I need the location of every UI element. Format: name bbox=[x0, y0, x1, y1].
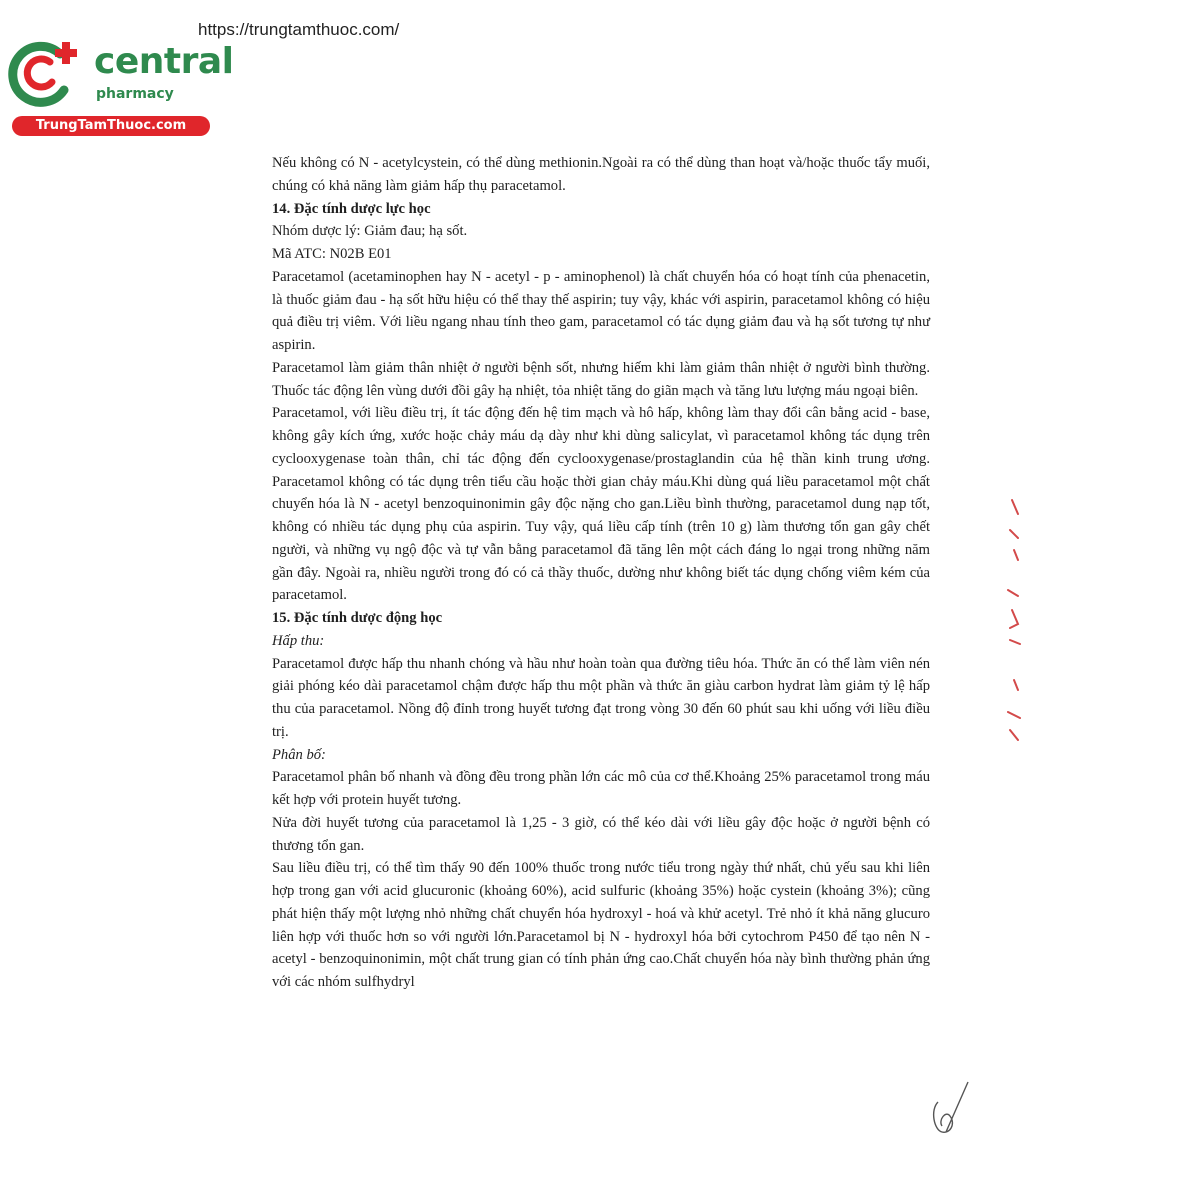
section-heading: 15. Đặc tính dược động học bbox=[272, 610, 443, 626]
paragraph: Paracetamol (acetaminophen hay N - acetyl - p - aminophenol) là chất chuyển hóa có hoạt tính của phenacetin, là thuốc giảm đau - hạ sốt hữu hiệu có thể thay thế aspirin; tuy vậy, khác với aspirin, paracetamol không có hiệu quả điều trị viêm. Với liều ngang nhau tính theo gam, paracetamol có tác dụng giảm đau và hạ sốt tương tự như aspirin. bbox=[272, 268, 930, 353]
logo-mark-icon bbox=[8, 36, 92, 116]
logo-banner: TrungTamThuoc.com bbox=[12, 116, 210, 136]
paragraph: Paracetamol được hấp thu nhanh chóng và hầu như hoàn toàn qua đường tiêu hóa. Thức ăn có thể làm viên nén giải phóng kéo dài paracetamol chậm được hấp thu một phần và thức ăn giàu carbon hydrat làm giảm tỷ lệ hấp thu của paracetamol. Nồng độ đỉnh trong huyết tương đạt trong vòng 30 đến 60 phút sau khi uống với liều điều trị. bbox=[272, 655, 930, 740]
logo-subtitle: pharmacy bbox=[96, 86, 174, 102]
paragraph: Nếu không có N - acetylcystein, có thể dùng methionin.Ngoài ra có thể dùng than hoạt và/hoặc thuốc tẩy muối, chúng có khả năng làm giảm hấp thụ paracetamol. bbox=[272, 155, 930, 194]
source-url[interactable]: https://trungtamthuoc.com/ bbox=[198, 20, 400, 39]
paragraph: Nửa đời huyết tương của paracetamol là 1,25 - 3 giờ, có thể kéo dài với liều gây độc hoặc ở người bệnh có thương tổn gan. bbox=[272, 814, 930, 854]
paragraph: Paracetamol phân bố nhanh và đồng đều trong phần lớn các mô của cơ thể.Khoảng 25% paracetamol trong máu kết hợp với protein huyết tương. bbox=[272, 769, 930, 808]
subsection-label: Hấp thu: bbox=[272, 632, 325, 649]
document-body bbox=[272, 152, 930, 994]
paragraph: Paracetamol, với liều điều trị, ít tác động đến hệ tim mạch và hô hấp, không làm thay đổi cân bằng acid - base, không gây kích ứng, xước hoặc chảy máu dạ dày như khi dùng salicylat, vì paracetamol không tác dụng trên cyclooxygenase toàn thân, chỉ tác động đến cyclooxygenase/prostaglandin của hệ thần kinh trung ương. Paracetamol không có tác dụng trên tiểu cầu hoặc thời gian chảy máu.Khi dùng quá liều paracetamol một chất chuyển hóa là N - acetyl benzoquinonimin gây độc nặng cho gan.Liều bình thường, paracetamol dung nạp tốt, không có nhiều tác dụng phụ của aspirin. Tuy vậy, quá liều cấp tính (trên 10 g) làm thương tổn gan gây chết người, và những vụ ngộ độc và tự vẫn bằng paracetamol đã tăng lên một cách đáng lo ngại trong những năm gần đây. Ngoài ra, nhiều người trong đó có cả thầy thuốc, dường như không biết tác dụng chống viêm kém của paracetamol. bbox=[272, 405, 930, 604]
section-heading: 14. Đặc tính dược lực học bbox=[272, 200, 431, 217]
paragraph: Mã ATC: N02B E01 bbox=[272, 246, 392, 262]
paragraph: Paracetamol làm giảm thân nhiệt ở người bệnh sốt, nhưng hiếm khi làm giảm thân nhiệt ở người bình thường. Thuốc tác động lên vùng dưới đồi gây hạ nhiệt, tỏa nhiệt tăng do giãn mạch và tăng lưu lượng máu ngoại biên. bbox=[272, 359, 930, 399]
logo-name: central bbox=[94, 41, 234, 82]
paragraph: Nhóm dược lý: Giảm đau; hạ sốt. bbox=[272, 223, 468, 240]
paragraph: Sau liều điều trị, có thể tìm thấy 90 đến 100% thuốc trong nước tiểu trong ngày thứ nhất, chủ yếu sau khi liên hợp trong gan với acid glucuronic (khoảng 60%), acid sulfuric (khoảng 35%) hoặc cystein (khoảng 3%); cũng phát hiện thấy một lượng nhỏ những chất chuyển hóa hydroxyl - hoá và khử acetyl. Trẻ nhỏ ít khả năng glucuro liên hợp với thuốc hơn so với người lớn.Paracetamol bị N - hydroxyl hóa bởi cytochrom P450 để tạo nên N - acetyl - benzoquinonimin, một chất trung gian có tính phản ứng cao.Chất chuyển hóa này bình thường phản ứng với các nhóm sulfhydryl bbox=[272, 860, 930, 990]
signature-icon bbox=[920, 1080, 980, 1150]
stamp-mark-icon bbox=[1000, 490, 1030, 750]
central-pharmacy-logo bbox=[8, 36, 234, 136]
subsection-label: Phân bố: bbox=[272, 746, 326, 763]
